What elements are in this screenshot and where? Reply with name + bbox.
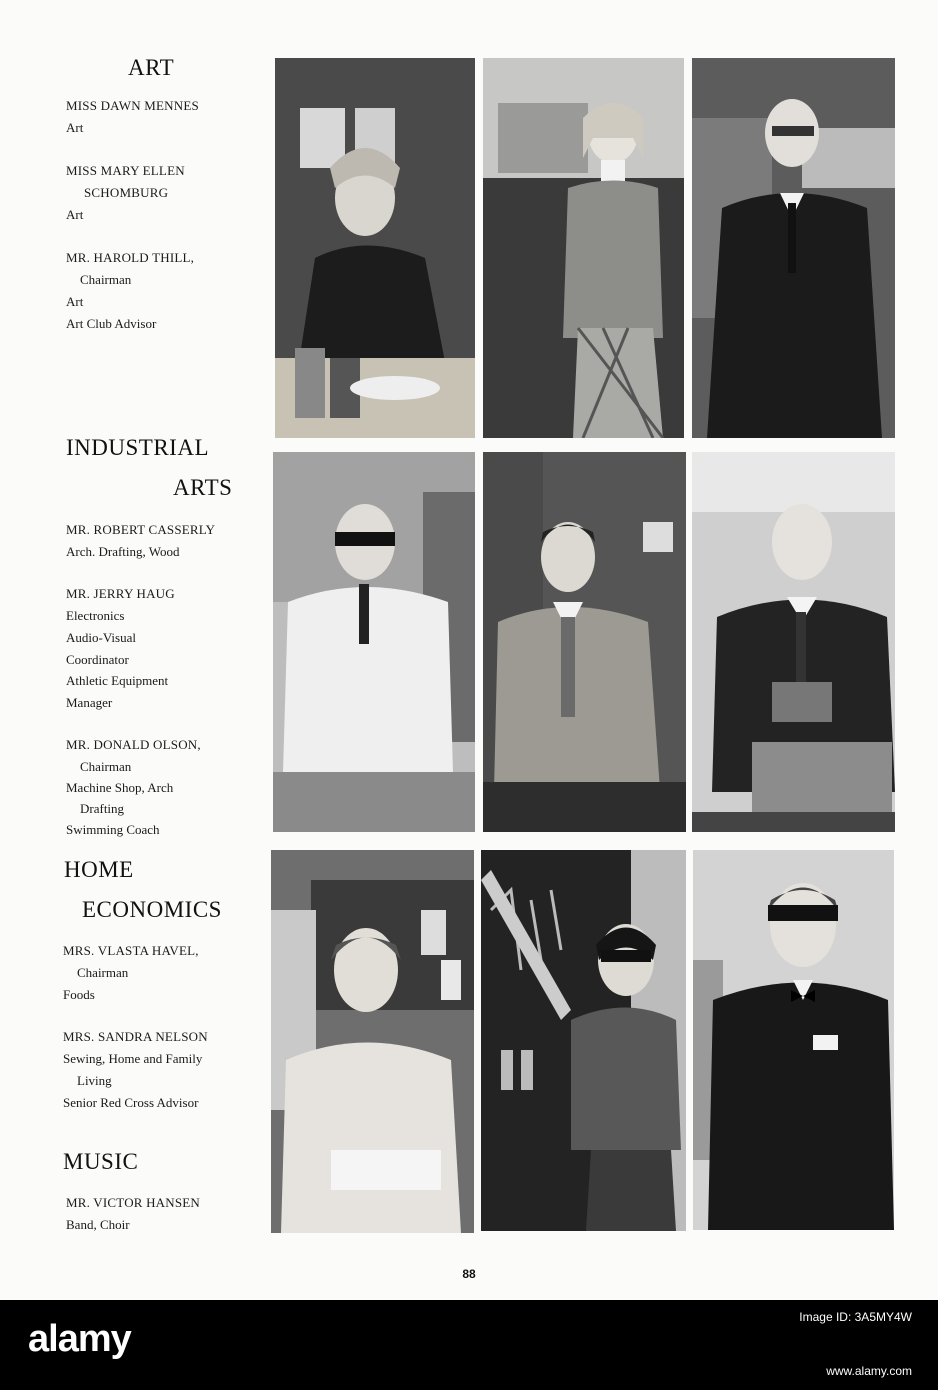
teacher-role: Audio-Visual [66,630,136,645]
alamy-logo: alamy [28,1318,131,1360]
section-title-home: HOME [64,857,134,882]
teacher-role: Drafting [80,801,125,816]
watermark-footer-bar [0,1300,938,1390]
section-title-music: MUSIC [63,1149,139,1174]
photo-robert-casserly [273,452,475,832]
photo-donald-olson [692,452,895,832]
photo-dawn-mennes [275,58,475,438]
section-title-art: ART [128,55,175,80]
teacher-name: MR. JERRY HAUG [66,586,175,601]
teacher-role: Art [66,120,84,135]
teacher-role: Coordinator [66,652,129,667]
photo-mary-ellen-schomburg [483,58,684,438]
teacher-role: Chairman [80,759,132,774]
teacher-role: Band, Choir [66,1217,130,1232]
photo-jerry-haug [483,452,686,832]
teacher-name: MRS. VLASTA HAVEL, [63,943,199,958]
teacher-role: Manager [66,695,113,710]
teacher-role: Chairman [77,965,129,980]
section-title-industrial: INDUSTRIAL [66,435,209,460]
teacher-name: MISS DAWN MENNES [66,98,199,113]
photo-harold-thill [692,58,895,438]
teacher-role: Senior Red Cross Advisor [63,1095,199,1110]
photo-victor-hansen [693,850,894,1230]
image-id: Image ID: 3A5MY4W [799,1310,912,1324]
photo-vlasta-havel [271,850,474,1233]
teacher-name: MR. HAROLD THILL, [66,250,195,265]
teacher-role: Athletic Equipment [66,673,169,688]
teacher-role: Foods [63,987,95,1002]
teacher-role: Arch. Drafting, Wood [66,544,180,559]
teacher-role: Art Club Advisor [66,316,157,331]
teacher-name: MRS. SANDRA NELSON [63,1029,208,1044]
section-title-economics: ECONOMICS [82,897,222,922]
teacher-name: MR. ROBERT CASSERLY [66,522,216,537]
photo-sandra-nelson [481,850,686,1231]
teacher-name: MISS MARY ELLEN [66,163,185,178]
teacher-role: Living [77,1073,112,1088]
teacher-role: Sewing, Home and Family [63,1051,203,1066]
teacher-role: Chairman [80,272,132,287]
section-title-arts: ARTS [173,475,233,500]
teacher-role: Machine Shop, Arch [66,780,174,795]
page-number: 88 [462,1267,476,1281]
teacher-name-continued: SCHOMBURG [84,185,169,200]
teacher-name: MR. DONALD OLSON, [66,737,201,752]
teacher-name: MR. VICTOR HANSEN [66,1195,201,1210]
teacher-role: Art [66,207,84,222]
teacher-role: Electronics [66,608,125,623]
teacher-role: Art [66,294,84,309]
footer-url: www.alamy.com [826,1364,912,1378]
teacher-role: Swimming Coach [66,822,160,837]
